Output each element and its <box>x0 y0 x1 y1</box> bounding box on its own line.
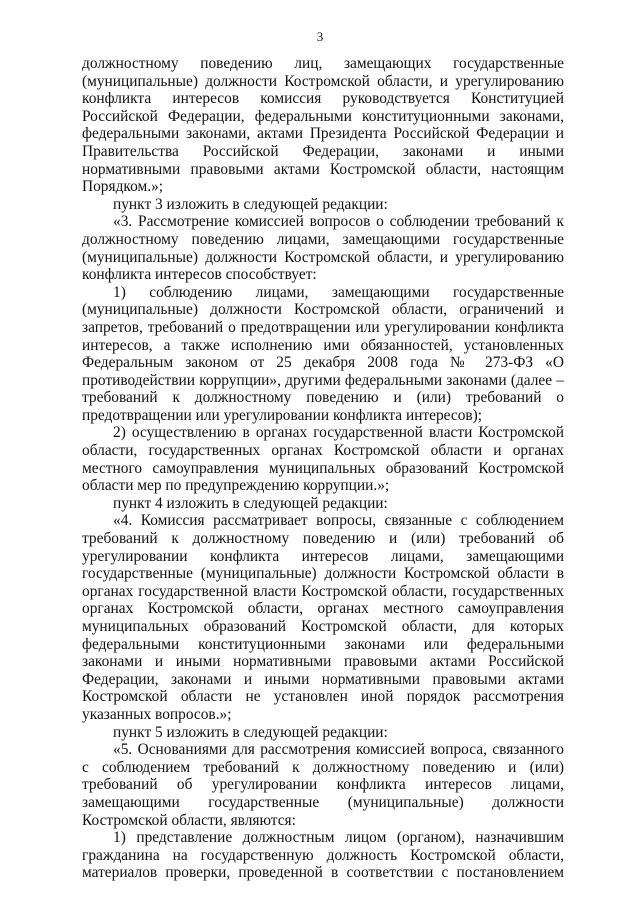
paragraph-subitem-2: 2) осуществлению в органах государственной власти Костромской области, государственных органах Костромской области и органах местного самоуправления муниципальных образований Костромской области мер по предупреждению коррупции.»; <box>82 424 564 495</box>
paragraph-item-5-subitem-1: 1) представление должностным лицом (органом), назначившим гражданина на государственную должность Костромской области, материалов проверки, проведенной в соответствии с постановлением <box>82 829 564 882</box>
paragraph-item-5-text: «5. Основаниями для рассмотрения комиссией вопроса, связанного с соблюдением требований к должностному поведению и (или) требований об урегулировании конфликта интересов лицами, замещающими государственные (муниципальные) должности Костромской области, являются: <box>82 741 564 829</box>
paragraph-item-3-text: «3. Рассмотрение комиссией вопросов о соблюдении требований к должностному поведению лицами, замещающими государственные (муниципальные) должности Костромской области, и урегулированию конфликта интересов способствует: <box>82 213 564 284</box>
page-number: 3 <box>316 29 324 44</box>
paragraph-continuation: должностному поведению лиц, замещающих государственные (муниципальные) должности Костромской области, и урегулированию конфликта интересов комиссия руководствуется Конституцией Российской Федерации, федеральными конституционными законами, федеральными законами, актами Президента Российской Федерации и Правительства Российской Федерации, законами и иными нормативными правовыми актами Костромской области, настоящим Порядком.»; <box>82 55 564 196</box>
document-body <box>82 55 564 882</box>
paragraph-amendment-item-4: пункт 4 изложить в следующей редакции: <box>113 494 388 512</box>
paragraph-subitem-1: 1) соблюдению лицами, замещающими государственные (муниципальные) должности Костромской области, ограничений и запретов, требований о предотвращении или урегулировании конфликта интересов, а также исполнению ими обязанностей, установленных Федеральным законом от 25 декабря 2008 года № 273-ФЗ «О противодействии коррупции», другими федеральными законами (далее – требований к должностному поведению и (или) требований о предотвращении или урегулировании конфликта интересов); <box>82 283 564 424</box>
paragraph-amendment-item-3: пункт 3 изложить в следующей редакции: <box>113 195 388 213</box>
paragraph-item-4-text: «4. Комиссия рассматривает вопросы, связанные с соблюдением требований к должностному поведению и (или) требований об урегулировании конфликта интересов лицами, замещающими государственные (муниципальные) должности Костромской области в органах государственной власти Костромской области, государственных органах Костромской области, органах местного самоуправления муниципальных образований Костромской области, для которых федеральными конституционными законами или федеральными законами и иными нормативными правовыми актами Российской Федерации, законами и иными нормативными правовыми актами Костромской области не установлен иной порядок рассмотрения указанных вопросов.»; <box>82 512 564 723</box>
paragraph-amendment-item-5: пункт 5 изложить в следующей редакции: <box>113 723 388 741</box>
